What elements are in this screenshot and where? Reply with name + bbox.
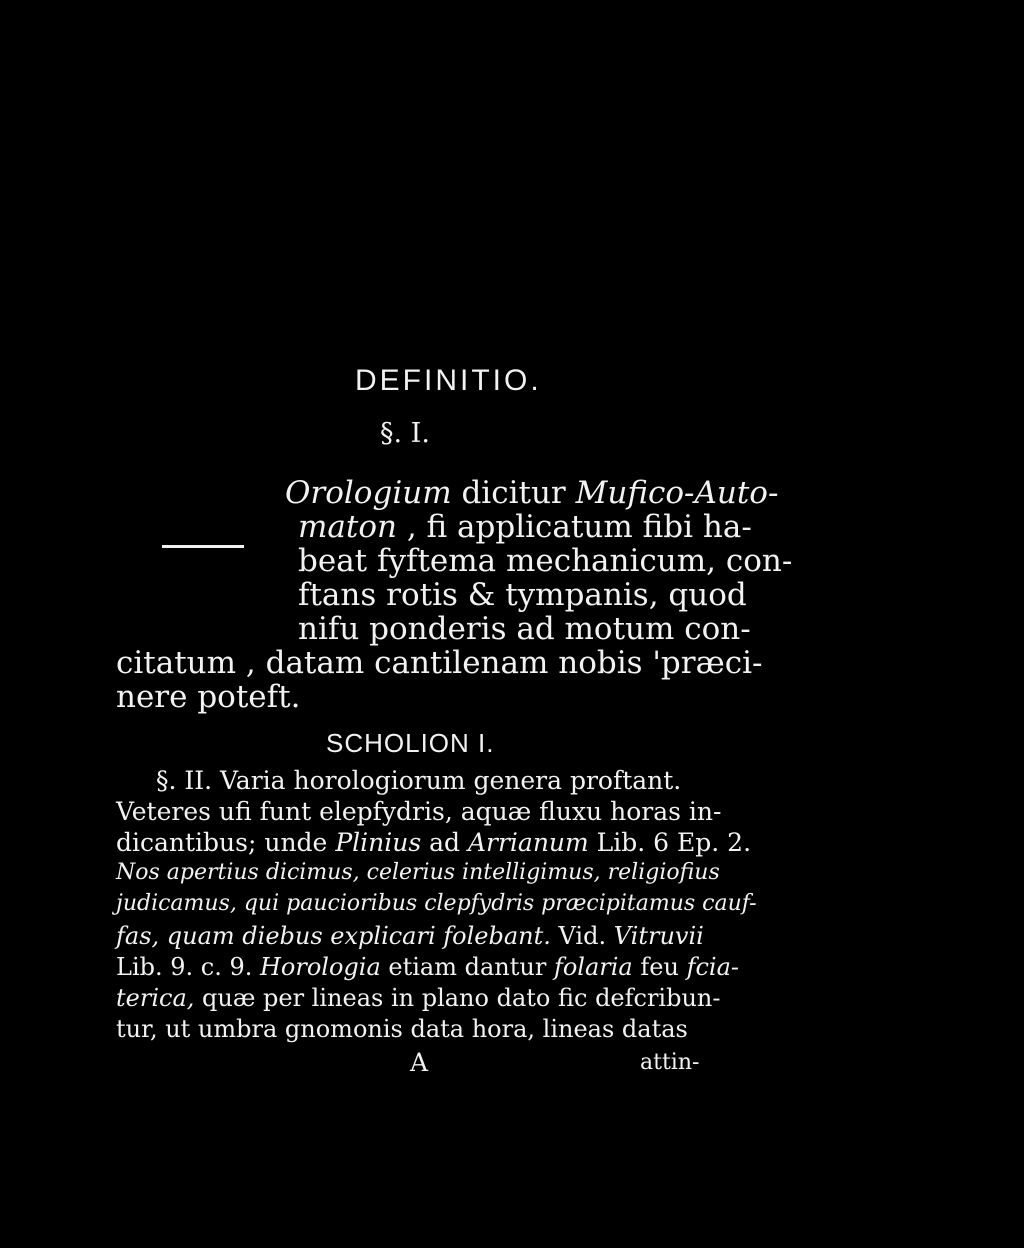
definition-line-7: nere poteft. <box>116 679 301 715</box>
scholion-line-8: terica, quæ per lineas in plano dato fic defcribun- <box>116 984 721 1012</box>
definition-line-5: nifu ponderis ad motum con- <box>298 611 751 647</box>
definition-line-4: ftans rotis & tympanis, quod <box>298 577 747 613</box>
scholion-line-2: Veteres ufi funt elepfydris, aquæ fluxu horas in- <box>116 797 722 826</box>
definition-heading: DEFINITIO. <box>355 364 542 397</box>
scholion-line-6: fas, quam diebus explicari folebant. Vid. Vitruvii <box>116 922 704 950</box>
scholion-line-7: Lib. 9. c. 9. Horologia etiam dantur folaria feu fcia- <box>116 953 739 981</box>
definition-line-3: beat fyftema mechanicum, con- <box>298 543 793 579</box>
section-number: §. I. <box>380 418 430 449</box>
scholion-line-1: §. II. Varia horologiorum genera proftant. <box>156 766 682 795</box>
definition-line-6: citatum , datam cantilenam nobis 'præci- <box>116 645 763 681</box>
scholion-line-3: dicantibus; unde Plinius ad Arrianum Lib. 6 Ep. 2. <box>116 828 752 857</box>
scholion-line-9: tur, ut umbra gnomonis data hora, lineas datas <box>116 1015 688 1043</box>
scholion-line-5: judicamus, qui paucioribus clepfydris præcipitamus cauf- <box>116 891 757 916</box>
definition-line-1: Orologium dicitur Mufico-Auto- <box>285 475 779 511</box>
definition-line-2: maton , fi applicatum fibi ha- <box>298 509 752 545</box>
catchword: attin- <box>640 1050 700 1075</box>
scholion-heading: SCHOLION I. <box>326 728 495 758</box>
scholion-line-4: Nos apertius dicimus, celerius intelligimus, religiofius <box>116 860 720 885</box>
printed-rule <box>162 545 244 548</box>
signature-mark: A <box>410 1048 429 1077</box>
